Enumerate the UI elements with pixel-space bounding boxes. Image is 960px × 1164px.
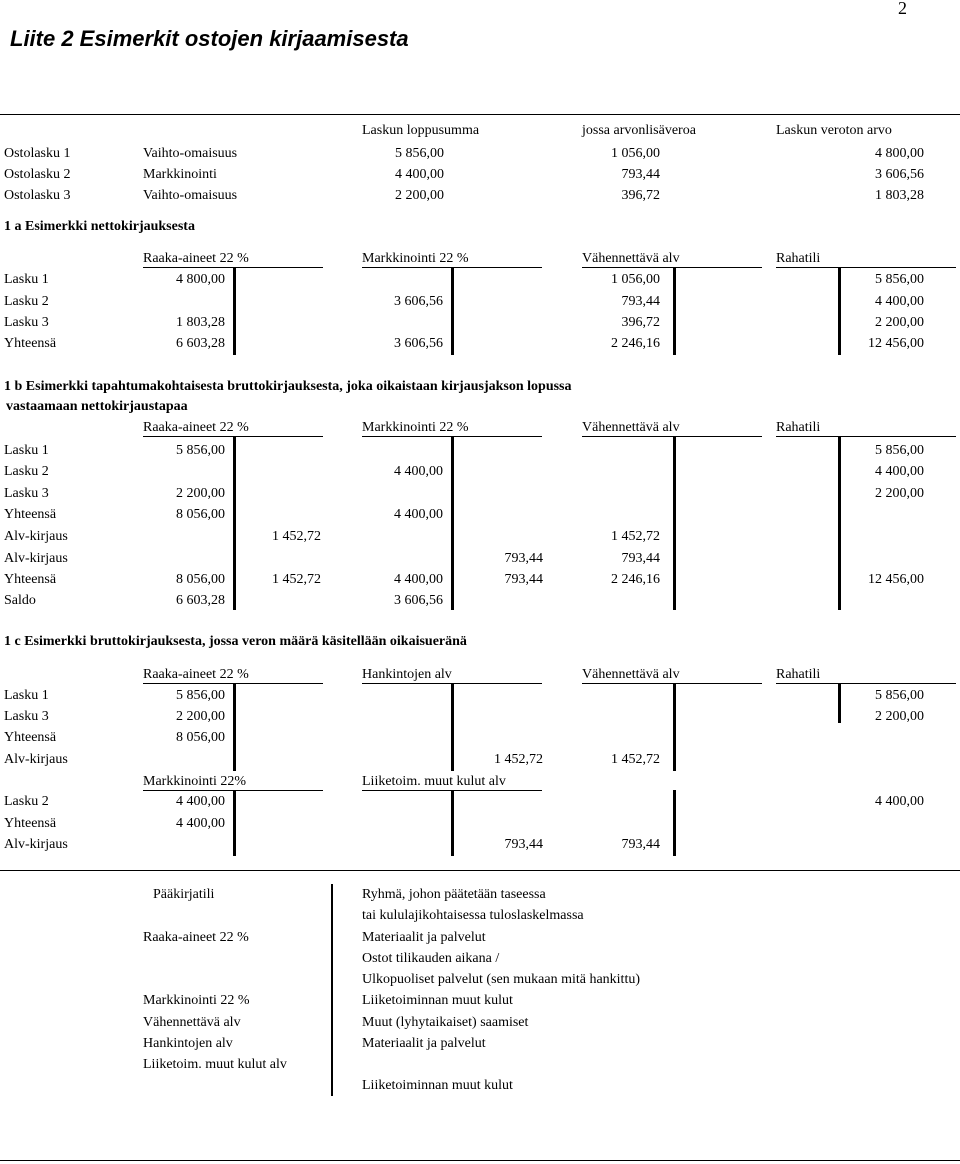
credit-value: 1 452,72 [272,529,321,544]
invoice-row-vat: 396,72 [621,188,660,203]
credit-value: 793,44 [504,572,543,587]
credit-value: 5 856,00 [875,272,924,287]
entry-label: Yhteensä [4,336,57,351]
entry-label: Yhteensä [4,730,57,745]
credit-value: 5 856,00 [875,443,924,458]
t-account-header: Markkinointi 22 % [362,251,469,266]
credit-value: 2 200,00 [875,709,924,724]
credit-value: 12 456,00 [868,336,924,351]
debit-value: 5 856,00 [176,688,225,703]
mapping-group: Materiaalit ja palvelut [362,930,486,945]
mapping-group: Ostot tilikauden aikana / [362,951,500,966]
credit-value: 793,44 [504,551,543,566]
t-account-header: Rahatili [776,420,821,435]
debit-value: 3 606,56 [394,294,443,309]
credit-value: 5 856,00 [875,688,924,703]
debit-value: 4 800,00 [176,272,225,287]
invoice-row-vat: 1 056,00 [611,146,660,161]
mapping-account: Vähennettävä alv [143,1015,241,1030]
entry-label: Yhteensä [4,816,57,831]
t-account-header: Raaka-aineet 22 % [143,667,249,682]
debit-value: 6 603,28 [176,593,225,608]
t-account-rule [776,436,956,437]
mapping-group: Liiketoiminnan muut kulut [362,1078,513,1093]
t-account-header: Vähennettävä alv [582,667,680,682]
invoice-row-total: 2 200,00 [395,188,444,203]
mapping-group: Ulkopuoliset palvelut (sen mukaan mitä hankittu) [362,972,640,987]
invoice-col-header-vat: jossa arvonlisäveroa [582,123,696,138]
debit-value: 2 246,16 [611,572,660,587]
t-account-divider [233,267,236,355]
entry-label: Lasku 2 [4,464,49,479]
credit-value: 793,44 [504,837,543,852]
debit-value: 4 400,00 [394,507,443,522]
debit-value: 793,44 [621,551,660,566]
credit-value: 4 400,00 [875,294,924,309]
mapping-account: Liiketoim. muut kulut alv [143,1057,287,1072]
section-1c-heading: 1 c Esimerkki bruttokirjauksesta, jossa veron määrä käsitellään oikaisueränä [4,634,467,649]
invoice-row-category: Vaihto-omaisuus [143,146,238,161]
t-account-divider [673,267,676,355]
bottom-divider-bottom [0,1160,960,1161]
invoice-row-vat: 793,44 [621,167,660,182]
invoice-row-category: Markkinointi [143,167,217,182]
section-1a-heading: 1 a Esimerkki nettokirjauksesta [4,219,195,234]
t-account-header: Liiketoim. muut kulut alv [362,774,506,789]
t-account-rule [776,267,956,268]
debit-value: 1 056,00 [611,272,660,287]
debit-value: 2 246,16 [611,336,660,351]
debit-value: 5 856,00 [176,443,225,458]
mapping-group: Muut (lyhytaikaiset) saamiset [362,1015,529,1030]
t-account-header: Vähennettävä alv [582,251,680,266]
invoice-row-label: Ostolasku 1 [4,146,71,161]
debit-value: 4 400,00 [176,816,225,831]
t-account-rule [582,683,762,684]
entry-label: Alv-kirjaus [4,837,68,852]
entry-label: Lasku 3 [4,709,49,724]
debit-value: 4 400,00 [176,794,225,809]
t-account-rule [582,436,762,437]
invoice-row-net: 1 803,28 [875,188,924,203]
credit-value: 4 400,00 [875,794,924,809]
invoice-row-label: Ostolasku 3 [4,188,71,203]
t-account-header: Hankintojen alv [362,667,452,682]
entry-label: Alv-kirjaus [4,529,68,544]
t-account-rule [776,683,956,684]
entry-label: Lasku 1 [4,272,49,287]
mapping-right-header: Ryhmä, johon päätetään taseessa [362,887,546,902]
entry-label: Yhteensä [4,507,57,522]
invoice-row-category: Vaihto-omaisuus [143,188,238,203]
t-account-header: Rahatili [776,667,821,682]
debit-value: 1 452,72 [611,529,660,544]
entry-label: Saldo [4,593,36,608]
invoice-row-label: Ostolasku 2 [4,167,71,182]
mapping-divider [331,884,333,1096]
mapping-right-header-cont: tai kululajikohtaisessa tuloslaskelmassa [362,908,584,923]
section-1b-heading: 1 b Esimerkki tapahtumakohtaisesta bruttokirjauksesta, joka oikaistaan kirjausjakson lopussa [4,379,572,394]
t-account-divider [673,790,676,856]
entry-label: Lasku 1 [4,443,49,458]
credit-value: 1 452,72 [494,752,543,767]
debit-value: 396,72 [621,315,660,330]
debit-value: 793,44 [621,294,660,309]
debit-value: 3 606,56 [394,336,443,351]
credit-value: 2 200,00 [875,315,924,330]
debit-value: 8 056,00 [176,507,225,522]
t-account-divider [673,683,676,771]
debit-value: 2 200,00 [176,486,225,501]
entry-label: Yhteensä [4,572,57,587]
credit-value: 12 456,00 [868,572,924,587]
mapping-left-header: Pääkirjatili [153,887,215,902]
debit-value: 793,44 [621,837,660,852]
invoice-row-total: 4 400,00 [395,167,444,182]
bottom-divider-top [0,870,960,871]
mapping-account: Hankintojen alv [143,1036,233,1051]
credit-value: 2 200,00 [875,486,924,501]
page-number: 2 [898,0,907,18]
entry-label: Lasku 1 [4,688,49,703]
t-account-divider [233,790,236,856]
debit-value: 4 400,00 [394,572,443,587]
t-account-divider [451,267,454,355]
t-account-header: Markkinointi 22% [143,774,247,789]
entry-label: Alv-kirjaus [4,551,68,566]
t-account-rule [582,267,762,268]
t-account-header: Markkinointi 22 % [362,420,469,435]
debit-value: 8 056,00 [176,572,225,587]
t-account-divider [233,683,236,771]
entry-label: Lasku 2 [4,794,49,809]
top-divider [0,114,960,115]
mapping-group: Liiketoiminnan muut kulut [362,993,513,1008]
t-account-header: Vähennettävä alv [582,420,680,435]
invoice-row-net: 3 606,56 [875,167,924,182]
invoice-col-header-net: Laskun veroton arvo [776,123,892,138]
entry-label: Lasku 2 [4,294,49,309]
page-title: Liite 2 Esimerkit ostojen kirjaamisesta [10,26,409,51]
mapping-group: Materiaalit ja palvelut [362,1036,486,1051]
credit-value: 4 400,00 [875,464,924,479]
invoice-row-net: 4 800,00 [875,146,924,161]
debit-value: 8 056,00 [176,730,225,745]
debit-value: 2 200,00 [176,709,225,724]
debit-value: 1 452,72 [611,752,660,767]
mapping-account: Raaka-aineet 22 % [143,930,249,945]
entry-label: Lasku 3 [4,486,49,501]
invoice-row-total: 5 856,00 [395,146,444,161]
section-1b-heading-cont: vastaamaan nettokirjaustapaa [6,399,188,414]
entry-label: Lasku 3 [4,315,49,330]
credit-value: 1 452,72 [272,572,321,587]
debit-value: 4 400,00 [394,464,443,479]
t-account-header: Raaka-aineet 22 % [143,420,249,435]
invoice-col-header-total: Laskun loppusumma [362,123,480,138]
entry-label: Alv-kirjaus [4,752,68,767]
debit-value: 6 603,28 [176,336,225,351]
t-account-divider [673,436,676,610]
debit-value: 3 606,56 [394,593,443,608]
t-account-header: Rahatili [776,251,821,266]
debit-value: 1 803,28 [176,315,225,330]
t-account-header: Raaka-aineet 22 % [143,251,249,266]
mapping-account: Markkinointi 22 % [143,993,250,1008]
